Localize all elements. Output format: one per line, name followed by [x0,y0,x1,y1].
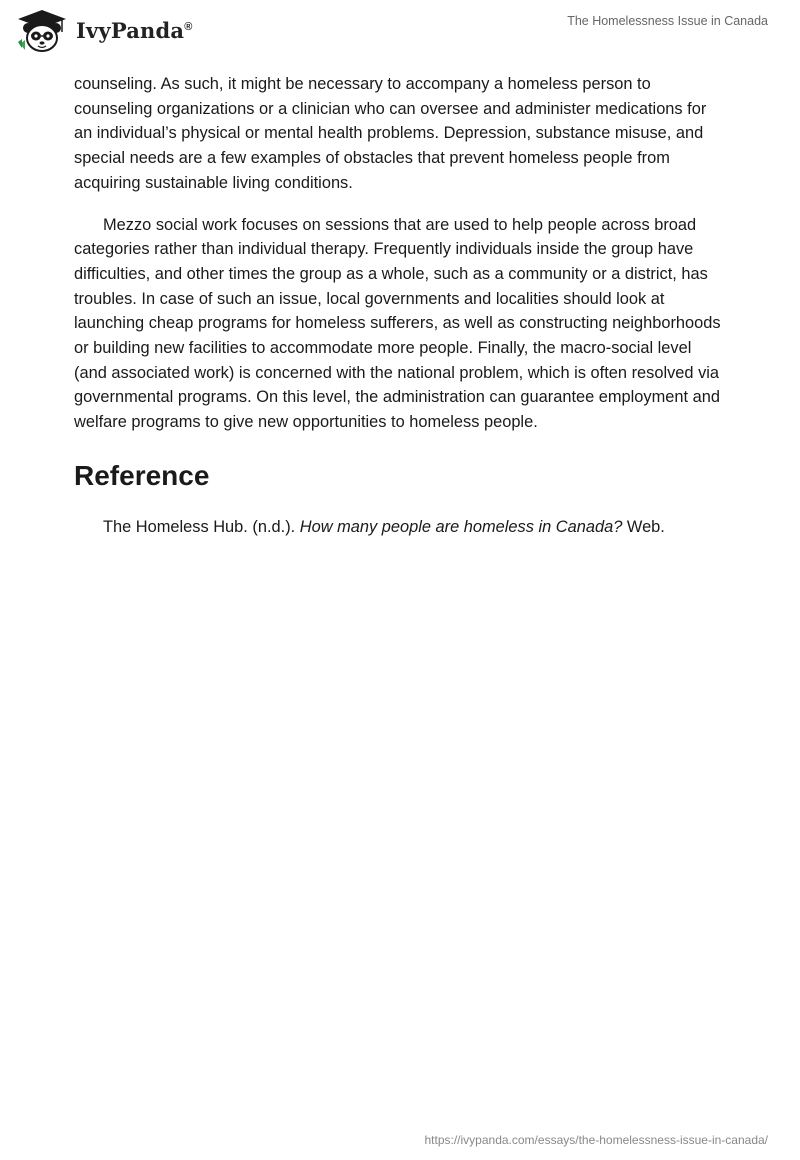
reference-heading: Reference [74,459,210,491]
reference-entry [74,515,726,540]
reference-suffix: Web. [626,517,665,536]
panda-graduate-icon [16,8,72,52]
source-url[interactable]: https://ivypanda.com/essays/the-homelessness-issue-in-canada/ [424,1133,768,1147]
brand-name: IvyPanda® [76,17,193,43]
reference-author: The Homeless Hub. (n.d.). [103,517,296,536]
document-title: The Homelessness Issue in Canada [567,14,768,28]
reference-title: How many people are homeless in Canada? [299,517,623,536]
paragraph: Mezzo social work focuses on sessions that are used to help people across broad categories rather than individual therapy. Frequently individuals inside the group have difficulties, and other times the group as a whole, such as a community or a district, has troubles. In case of such an issue, local governments and localities should look at launching cheap programs for homeless sufferers, as well as constructing neighborhoods or building new facilities to accommodate more people. Finally, the macro-social level (and associated work) is concerned with the national problem, which is often resolved via governmental programs. On this level, the administration can guarantee employment and welfare programs to give new opportunities to homeless people. [74,215,721,432]
logo[interactable] [16,8,193,52]
page-header [0,0,800,70]
paragraph: counseling. As such, it might be necessary to accompany a homeless person to counseling organizations or a clinician who can oversee and administer medications for an individual’s physical or mental health problems. Depression, substance misuse, and special needs are a few examples of obstacles that prevent homeless people from acquiring sustainable living conditions. [74,75,707,192]
essay-body [74,72,726,557]
